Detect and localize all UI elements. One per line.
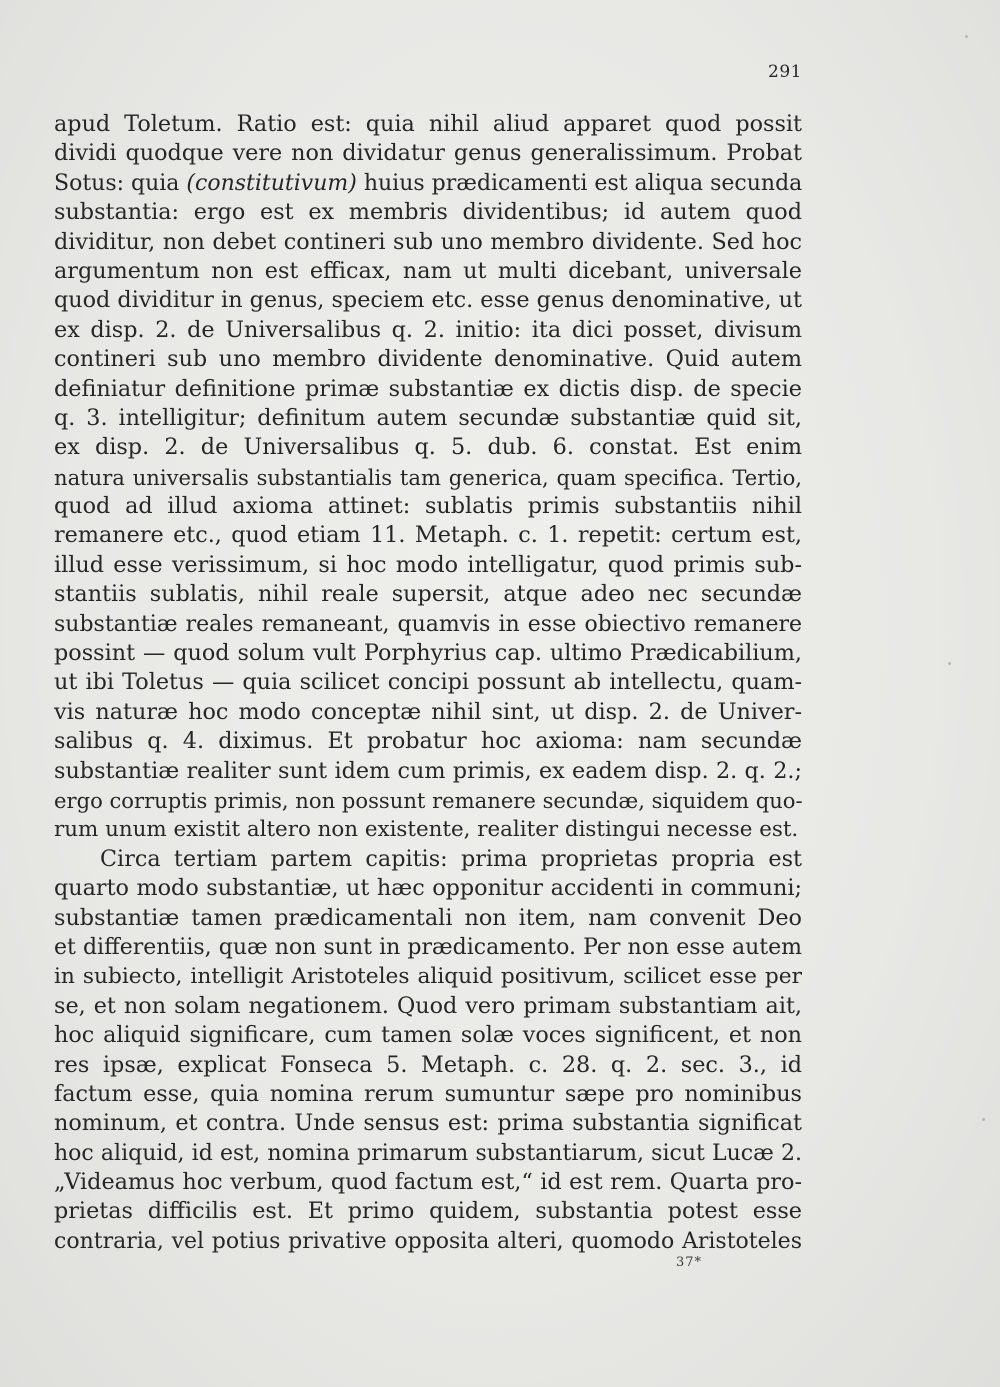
text-line: ex disp. 2. de Universalibus q. 2. initio: ita dici posset, divisum — [54, 316, 802, 343]
text-line: et differentiis, quæ non sunt in prædicamento. Per non esse autem — [54, 934, 802, 960]
text-line: nominum, et contra. Unde sensus est: prima substantia significat — [54, 1110, 802, 1137]
text-line: ut ibi Toletus — quia scilicet concipi possunt ab intellectu, quam- — [54, 669, 802, 696]
text-line: stantiis sublatis, nihil reale supersit, atque adeo nec secundæ — [54, 581, 802, 608]
printer-signature-mark: 37* — [676, 1255, 703, 1270]
text-line: contraria, vel potius privative opposita alteri, quomodo Aristoteles — [54, 1228, 802, 1254]
text-line: prietas difficilis est. Et primo quidem, substantia potest esse — [54, 1198, 802, 1225]
paragraph-start-line: Circa tertiam partem capitis: prima proprietas propria est — [100, 845, 802, 872]
text-line: definiatur definitione primæ substantiæ ex dictis disp. de specie — [54, 375, 802, 402]
text-line: quod ad illud axioma attinet: sublatis primis substantiis nihil — [54, 493, 802, 520]
text-line: vis naturæ hoc modo conceptæ nihil sint, ut disp. 2. de Univer- — [54, 698, 802, 725]
text-line: substantiæ tamen prædicamentali non item, nam convenit Deo — [54, 904, 802, 931]
text-line: illud esse verissimum, si hoc modo intelligatur, quod primis sub- — [54, 551, 802, 578]
paper-speck — [948, 662, 951, 665]
text-line: remanere etc., quod etiam 11. Metaph. c. 1. repetit: certum est, — [54, 522, 802, 549]
text-line: Sotus: quia (constitutivum) huius prædicamenti est aliqua secunda — [54, 170, 803, 196]
paper-speck — [982, 1118, 985, 1121]
text-line: contineri sub uno membro dividente denominative. Quid autem — [54, 346, 802, 373]
text-line: substantiæ realiter sunt idem cum primis, ex eadem disp. 2. q. 2.; — [54, 757, 802, 784]
text-line: natura universalis substantialis tam generica, quam specifica. Tertio, — [54, 464, 802, 490]
text-line: in subiecto, intelligit Aristoteles aliquid positivum, scilicet esse per — [54, 964, 802, 990]
text-line: factum esse, quia nomina rerum sumuntur sæpe pro nominibus — [54, 1080, 802, 1107]
page-number: 291 — [768, 62, 802, 82]
body-text — [54, 110, 802, 1256]
text-line: substantiæ reales remaneant, quamvis in esse obiectivo remanere — [54, 611, 802, 637]
text-line: ergo corruptis primis, non possunt remanere secundæ, siquidem quo- — [54, 787, 803, 813]
text-line: quarto modo substantiæ, ut hæc opponitur accidenti in communi; — [54, 875, 802, 902]
italic-term: (constitutivum) — [186, 170, 357, 196]
text-line: dividi quodque vere non dividatur genus generalissimum. Probat — [54, 140, 802, 167]
text-line: argumentum non est efficax, nam ut multi dicebant, universale — [54, 257, 802, 284]
text-line: apud Toletum. Ratio est: quia nihil aliud apparet quod possit — [54, 111, 802, 137]
text-line: q. 3. intelligitur; definitum autem secundæ substantiæ quid sit, — [54, 404, 802, 431]
text-line: hoc aliquid significare, cum tamen solæ voces significent, et non — [54, 1022, 802, 1049]
text-line: hoc aliquid, id est, nomina primarum substantiarum, sicut Lucæ 2. — [54, 1140, 802, 1166]
text-line: quod dividitur in genus, speciem etc. esse genus denominative, ut — [54, 287, 802, 314]
text-line: se, et non solam negationem. Quod vero primam substantiam ait, — [54, 992, 802, 1019]
text-line: „Videamus hoc verbum, quod factum est,“ id est rem. Quarta pro- — [54, 1169, 802, 1196]
text-line: substantia: ergo est ex membris dividentibus; id autem quod — [54, 199, 802, 226]
text-line: salibus q. 4. diximus. Et probatur hoc axioma: nam secundæ — [54, 728, 802, 755]
paper-speck — [965, 35, 968, 38]
text-line: ex disp. 2. de Universalibus q. 5. dub. 6. constat. Est enim — [54, 434, 802, 461]
text-line: res ipsæ, explicat Fonseca 5. Metaph. c. 28. q. 2. sec. 3., id — [54, 1051, 802, 1078]
text-line: possint — quod solum vult Porphyrius cap. ultimo Prædicabilium, — [54, 640, 802, 667]
paragraph-end-line: rum unum existit altero non existente, realiter distingui necesse est. — [54, 817, 799, 843]
text-line: dividitur, non debet contineri sub uno membro dividente. Sed hoc — [54, 228, 802, 255]
